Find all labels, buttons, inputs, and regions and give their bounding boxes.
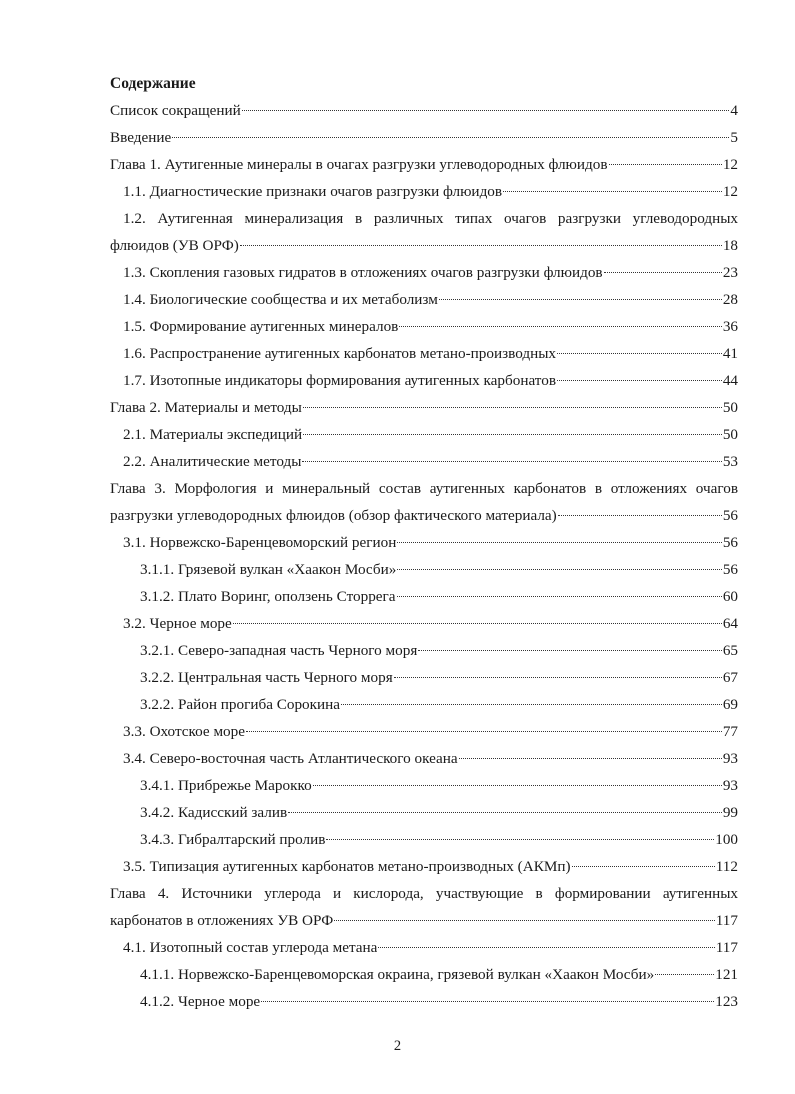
dot-leader (334, 920, 715, 921)
toc-entry-page: 77 (722, 723, 738, 740)
dot-leader (240, 245, 722, 246)
toc-entry-page: 53 (722, 453, 738, 470)
toc-entry-title: разгрузки углеводородных флюидов (обзор фактического материала) (110, 507, 557, 524)
toc-entry-page: 65 (722, 642, 738, 659)
dot-leader (172, 137, 729, 138)
toc-entry-page: 100 (715, 831, 738, 848)
toc-entry-title: 3.2.1. Северо-западная часть Черного моря (140, 642, 418, 659)
page-title: Содержание (110, 75, 196, 92)
toc-entry-page: 117 (715, 912, 738, 929)
dot-leader (397, 569, 722, 570)
toc-entry[interactable] (140, 830, 738, 850)
dot-leader (303, 434, 722, 435)
toc-entry[interactable] (110, 884, 738, 931)
toc-entry-title: 4.1. Изотопный состав углерода метана (123, 939, 378, 956)
toc-entry-title: 1.3. Скопления газовых гидратов в отложениях очагов разгрузки флюидов (123, 264, 603, 281)
toc-entry[interactable] (140, 587, 738, 607)
toc-entry[interactable] (123, 263, 738, 283)
toc-entry-page: 4 (730, 102, 738, 119)
toc-entry-title: флюидов (УВ ОРФ) (110, 237, 239, 254)
toc-entry-page: 50 (722, 399, 738, 416)
toc-entry[interactable] (140, 776, 738, 796)
toc-entry-title: 3.1.2. Плато Воринг, оползень Сторрега (140, 588, 396, 605)
toc-entry[interactable] (123, 722, 738, 742)
toc-entry[interactable] (140, 803, 738, 823)
toc-entry-page: 93 (722, 777, 738, 794)
toc-entry-title: 3.1.1. Грязевой вулкан «Хаакон Мосби» (140, 561, 397, 578)
dot-leader (326, 839, 714, 840)
toc-entry-page: 12 (722, 183, 738, 200)
toc-entry-title: 1.6. Распространение аутигенных карбонатов метано-производных (123, 345, 556, 362)
toc-entry-title-first-line: Глава 4. Источники углерода и кислорода, участвующие в формировании аутигенных (110, 885, 738, 902)
toc-entry[interactable] (110, 101, 738, 121)
dot-leader (604, 272, 722, 273)
toc-entry[interactable] (123, 938, 738, 958)
dot-leader (609, 164, 722, 165)
dot-leader (558, 515, 722, 516)
dot-leader (397, 542, 721, 543)
page-number: 2 (393, 1038, 402, 1054)
toc-entry[interactable] (140, 965, 738, 985)
toc-entry-page: 23 (722, 264, 738, 281)
toc-entry[interactable] (123, 290, 738, 310)
dot-leader (341, 704, 722, 705)
toc-entry-page: 56 (722, 561, 738, 578)
toc-entry[interactable] (123, 182, 738, 202)
toc-entry-title: 1.1. Диагностические признаки очагов разгрузки флюидов (123, 183, 503, 200)
toc-entry-title: 2.1. Материалы экспедиций (123, 426, 303, 443)
toc-entry-page: 5 (730, 129, 738, 146)
dot-leader (313, 785, 722, 786)
dot-leader (233, 623, 722, 624)
dot-leader (246, 731, 722, 732)
dot-leader (397, 596, 722, 597)
toc-entry-title: 1.4. Биологические сообщества и их метаболизм (123, 291, 438, 308)
toc-entry-page: 117 (715, 939, 738, 956)
dot-leader (655, 974, 714, 975)
dot-leader (399, 326, 721, 327)
toc-entry-page: 99 (722, 804, 738, 821)
toc-entry-title: 2.2. Аналитические методы (123, 453, 302, 470)
toc-entry-page: 12 (722, 156, 738, 173)
toc-entry-page: 69 (722, 696, 738, 713)
toc-entry-title: карбонатов в отложениях УВ ОРФ (110, 912, 334, 929)
toc-entry[interactable] (110, 479, 738, 526)
toc-entry-page: 93 (722, 750, 738, 767)
dot-leader (572, 866, 715, 867)
toc-entry-title: Глава 2. Материалы и методы (110, 399, 302, 416)
toc-entry-title: 3.3. Охотское море (123, 723, 245, 740)
toc-entry-title: 4.1.1. Норвежско-Баренцевоморская окраина, грязевой вулкан «Хаакон Мосби» (140, 966, 655, 983)
dot-leader (557, 380, 722, 381)
toc-entry[interactable] (140, 668, 738, 688)
toc-entry[interactable] (123, 425, 738, 445)
toc-entry[interactable] (123, 749, 738, 769)
toc-entry-title: 3.4.2. Кадисский залив (140, 804, 288, 821)
toc-entry-page: 67 (722, 669, 738, 686)
toc-entry[interactable] (140, 560, 738, 580)
toc-entry-page: 121 (715, 966, 738, 983)
toc-entry[interactable] (123, 317, 738, 337)
toc-entry-page: 18 (722, 237, 738, 254)
dot-leader (557, 353, 722, 354)
toc-entry-page: 64 (722, 615, 738, 632)
toc-entry-page: 28 (722, 291, 738, 308)
toc-entry-title: 3.2.2. Центральная часть Черного моря (140, 669, 393, 686)
toc-entry-page: 44 (722, 372, 738, 389)
toc-entry-title: 3.2. Черное море (123, 615, 232, 632)
toc-entry[interactable] (123, 857, 738, 877)
toc-entry[interactable] (123, 533, 738, 553)
toc-entry[interactable] (140, 695, 738, 715)
toc-entry[interactable] (123, 614, 738, 634)
toc-entry-title: 3.5. Типизация аутигенных карбонатов метано-производных (АКМп) (123, 858, 571, 875)
dot-leader (261, 1001, 714, 1002)
toc-entry[interactable] (123, 371, 738, 391)
toc-entry-title: 3.4. Северо-восточная часть Атлантического океана (123, 750, 458, 767)
toc-entry-title: 3.2.2. Район прогиба Сорокина (140, 696, 341, 713)
toc-entry-title: 1.5. Формирование аутигенных минералов (123, 318, 399, 335)
toc-entry[interactable] (123, 344, 738, 364)
toc-entry[interactable] (140, 641, 738, 661)
toc-entry-title: 3.4.3. Гибралтарский пролив (140, 831, 326, 848)
toc-entry-page: 112 (715, 858, 738, 875)
toc-entry-title: 3.1. Норвежско-Баренцевоморский регион (123, 534, 397, 551)
dot-leader (394, 677, 722, 678)
toc-entry-page: 60 (722, 588, 738, 605)
toc-entry-title: 3.4.1. Прибрежье Марокко (140, 777, 312, 794)
toc-entry-page: 36 (722, 318, 738, 335)
dot-leader (418, 650, 722, 651)
dot-leader (439, 299, 722, 300)
dot-leader (242, 110, 730, 111)
dot-leader (378, 947, 714, 948)
toc-entry[interactable] (110, 128, 738, 148)
dot-leader (302, 461, 721, 462)
toc-entry-page: 56 (722, 534, 738, 551)
toc-entry-title: Введение (110, 129, 172, 146)
toc-entry-title: 1.7. Изотопные индикаторы формирования аутигенных карбонатов (123, 372, 557, 389)
toc-entry-page: 123 (715, 993, 738, 1010)
dot-leader (459, 758, 722, 759)
toc-entry-title: Список сокращений (110, 102, 241, 119)
toc-entry[interactable] (110, 155, 738, 175)
toc-entry[interactable] (110, 209, 738, 256)
toc-entry-title-first-line: Глава 3. Морфология и минеральный состав аутигенных карбонатов в отложениях очагов (110, 480, 738, 497)
toc-entry-title: 4.1.2. Черное море (140, 993, 261, 1010)
toc-entry[interactable] (110, 398, 738, 418)
toc-entry-title-first-line: 1.2. Аутигенная минерализация в различных типах очагов разгрузки углеводородных (123, 210, 738, 227)
toc-entry[interactable] (140, 992, 738, 1012)
toc-entry-page: 50 (722, 426, 738, 443)
dot-leader (503, 191, 722, 192)
toc-entry-page: 56 (722, 507, 738, 524)
toc-entry-page: 41 (722, 345, 738, 362)
toc-entry[interactable] (123, 452, 738, 472)
toc-entry-title: Глава 1. Аутигенные минералы в очагах разгрузки углеводородных флюидов (110, 156, 608, 173)
dot-leader (303, 407, 722, 408)
dot-leader (288, 812, 722, 813)
